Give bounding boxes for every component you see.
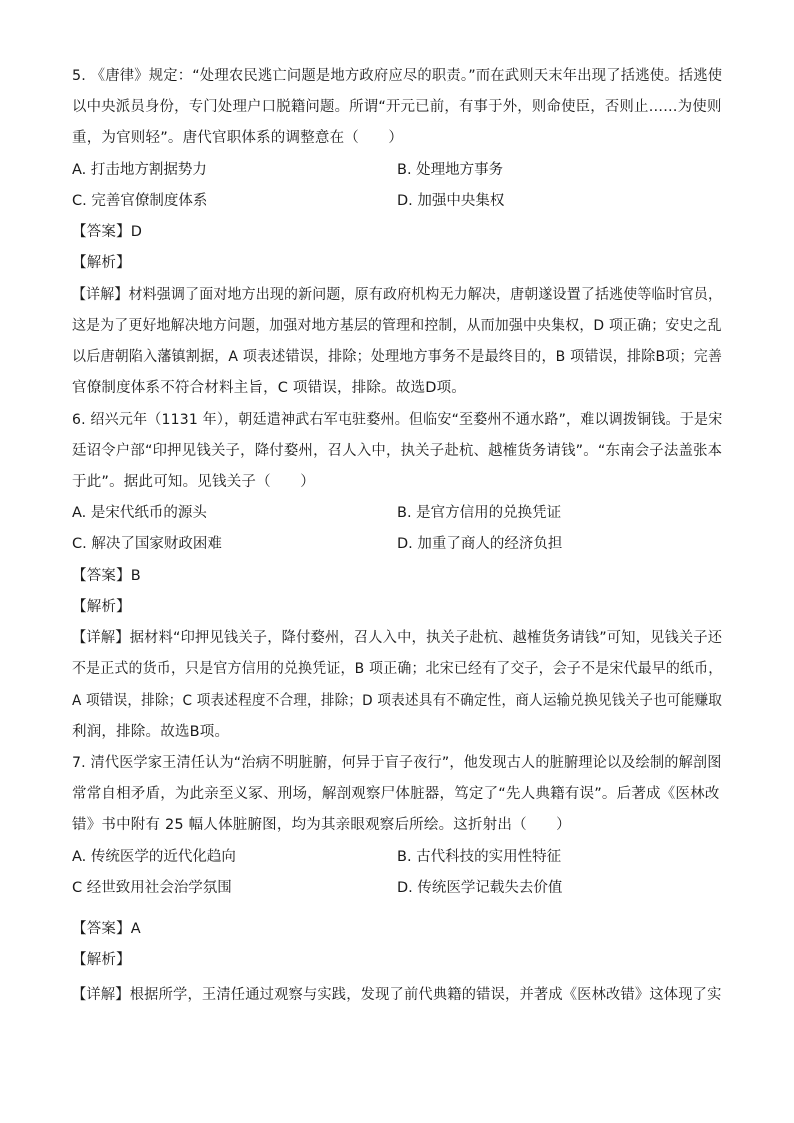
- q5-analysis-label: 【解析】: [72, 255, 131, 271]
- q6-stem-line-3: 于此”。据此可知。见钱关子（ ）: [72, 474, 315, 490]
- q5-stem-line-3: 重，为官则轻”。唐代官职体系的调整意在（ ）: [72, 130, 404, 146]
- q7-option-b: B. 古代科技的实用性特征: [397, 849, 562, 865]
- q5-option-d: D. 加强中央集权: [397, 193, 505, 209]
- q6-detail-line-3: A 项错误，排除；C 项表述程度不合理，排除；D 项表述具有不确定性，商人运输兑换见钱关子也可能赚取: [72, 693, 723, 709]
- q5-option-a: A. 打击地方割据势力: [72, 162, 207, 178]
- q7-stem-line-3: 错》书中附有 25 幅人体脏腑图，均为其亲眼观察后所绘。这折射出（ ）: [72, 817, 571, 833]
- q7-stem-line-2: 常常自相矛盾，为此亲至义冢、刑场，解剖观察尸体脏器，笃定了“先人典籍有误”。后著成《医林改: [72, 786, 720, 802]
- q5-detail-line-2: 这是为了更好地解决地方问题，加强对地方基层的管理和控制，从而加强中央集权，D 项正确；安史之乱: [72, 318, 722, 334]
- q6-stem-line-2: 廷诏令户部“印押见钱关子，降付婺州，召人入中，执关子赴杭、越榷货务请钱”。“东南会子法盖张本: [72, 443, 723, 459]
- q6-analysis-label: 【解析】: [72, 599, 131, 615]
- q6-answer: 【答案】B: [72, 568, 141, 584]
- q7-option-d: D. 传统医学记载失去价值: [397, 880, 563, 896]
- q6-option-a: A. 是宋代纸币的源头: [72, 505, 207, 521]
- q5-detail-line-3: 以后唐朝陷入藩镇割据，A 项表述错误，排除；处理地方事务不是最终目的，B 项错误，排除B项；完善: [72, 349, 723, 365]
- q5-answer: 【答案】D: [72, 224, 143, 240]
- q6-option-b: B. 是官方信用的兑换凭证: [397, 505, 562, 521]
- q5-stem-line-2: 以中央派员身份，专门处理户口脱籍问题。所谓“开元已前，有事于外，则命使臣，否则止……为使则: [72, 99, 722, 115]
- q6-option-d: D. 加重了商人的经济负担: [397, 536, 563, 552]
- q5-detail-line-4: 官僚制度体系不符合材料主旨，C 项错误，排除。故选D项。: [72, 380, 466, 396]
- q6-option-c: C. 解决了国家财政困难: [72, 536, 222, 552]
- q6-detail-line-4: 利润，排除。故选B项。: [72, 724, 230, 740]
- q6-detail-line-1: 【详解】据材料“印押见钱关子，降付婺州，召人入中，执关子赴杭、越榷货务请钱”可知，见钱关子还: [72, 630, 723, 646]
- q5-option-b: B. 处理地方事务: [397, 162, 504, 178]
- q5-stem-line-1: 5. 《唐律》规定：“处理农民逃亡问题是地方政府应尽的职责。”而在武则天末年出现了括逃使。括逃使: [72, 68, 723, 84]
- q5-option-c: C. 完善官僚制度体系: [72, 193, 208, 209]
- q7-answer: 【答案】A: [72, 921, 141, 937]
- q6-stem-line-1: 6. 绍兴元年（1131 年），朝廷遣神武右军屯驻婺州。但临安“至婺州不通水路”，难以调拨铜钱。于是宋: [72, 412, 723, 428]
- q5-detail-line-1: 【详解】材料强调了面对地方出现的新问题，原有政府机构无力解决，唐朝遂设置了括逃使等临时官员，: [72, 287, 723, 303]
- q7-analysis-label: 【解析】: [72, 952, 131, 968]
- q7-detail-line-1: 【详解】根据所学，王清任通过观察与实践，发现了前代典籍的错误，并著成《医林改错》这体现了实: [72, 987, 722, 1003]
- q7-option-c: C 经世致用社会治学氛围: [72, 880, 232, 896]
- q6-detail-line-2: 不是正式的货币，只是官方信用的兑换凭证，B 项正确；北宋已经有了交子，会子不是宋代最早的纸币，: [72, 661, 723, 677]
- q7-stem-line-1: 7. 清代医学家王清任认为“治病不明脏腑，何异于盲子夜行”，他发现古人的脏腑理论以及绘制的解剖图: [72, 755, 722, 771]
- q7-option-a: A. 传统医学的近代化趋向: [72, 849, 236, 865]
